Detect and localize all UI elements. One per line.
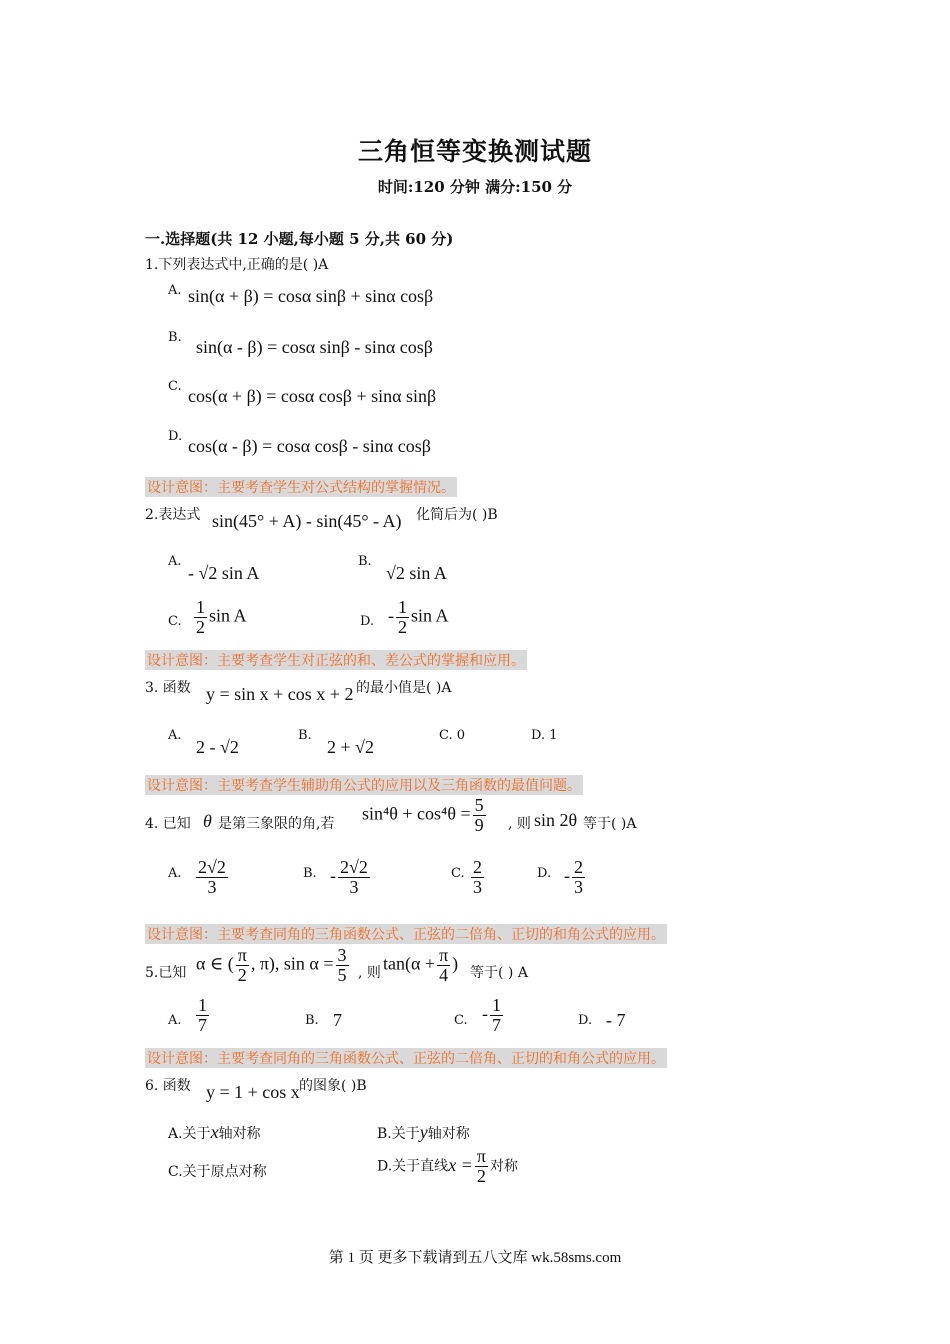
question-3-expression: y = sin x + cos x + 2 [206, 684, 354, 704]
fraction: $\frac{3}{5}$ [337, 945, 347, 985]
option-label: A. [168, 283, 182, 298]
question-6-prefix: 6. 函数 [145, 1078, 191, 1094]
option-label: D. [537, 866, 552, 881]
question-1-option-a: sin(α + β) = cosα sinβ + sinα cosβ [188, 286, 434, 306]
question-5-option-a [194, 996, 211, 1035]
fraction: $\frac{2√2}{3}$ [340, 857, 368, 897]
fraction: $\frac{5}{9}$ [474, 795, 484, 835]
section-heading: 一.选择题(共 12 小题,每小题 5 分,共 60 分) [145, 230, 454, 248]
question-4-target: sin 2θ [534, 810, 578, 830]
fraction: $\frac{2}{3}$ [574, 857, 583, 897]
question-3-option-d: D. 1 [531, 728, 558, 743]
option-label: C. [168, 614, 182, 629]
question-3-option-a: 2 - √2 [196, 737, 239, 757]
question-1-option-c: cos(α + β) = cosα cosβ + sinα sinβ [188, 386, 437, 406]
question-4-option-c [469, 858, 486, 897]
fraction: $\frac{\pi}{2}$ [476, 1146, 486, 1186]
question-5-prefix: 5.已知 [145, 965, 187, 981]
fraction: $\frac{1}{2}$ [398, 597, 407, 637]
question-1-option-b: sin(α - β) = cosα sinβ - sinα cosβ [196, 337, 433, 357]
question-4-option-b: - $\frac{2√2}{3}$ [330, 857, 368, 897]
option-label: A. [168, 1013, 182, 1028]
fraction: $\frac{2√2}{3}$ [198, 857, 226, 897]
fraction: $\frac{\pi}{4}$ [439, 945, 449, 985]
question-2-prefix: 2.表达式 [145, 507, 201, 523]
design-intent-4: 设计意图：主要考查同角的三角函数公式、正弦的二倍角、正切的和角公式的应用。 [145, 924, 667, 944]
question-5-option-c: - $\frac{1}{7}$ [482, 995, 501, 1035]
question-5-option-b: 7 [333, 1010, 342, 1030]
question-5-text: , 则 [358, 965, 381, 981]
design-intent-3: 设计意图：主要考查学生辅助角公式的应用以及三角函数的最值问题。 [145, 775, 583, 795]
question-2-suffix: 化简后为( )B [416, 507, 498, 523]
question-4-condition: sin⁴θ + cos⁴θ = $\frac{5}{9}$ [362, 795, 484, 835]
design-intent-2: 设计意图：主要考查学生对正弦的和、差公式的掌握和应用。 [145, 650, 527, 670]
question-1-stem: 1.下列表达式中,正确的是( )A [145, 257, 329, 273]
question-2-expression: sin(45° + A) - sin(45° - A) [212, 511, 402, 531]
question-4-text: 是第三象限的角,若 [218, 816, 335, 832]
question-4-suffix: 等于( )A [583, 816, 637, 832]
question-3-suffix: 的最小值是( )A [356, 680, 452, 696]
question-2-option-c: $\frac{1}{2}$ sin A [196, 597, 247, 637]
exam-info: 时间:120 分钟 满分:150 分 [377, 178, 573, 196]
question-5-condition: α ∈ ( $\frac{\pi}{2}$ , π), sin α = $\frac{3}{5}$ [196, 945, 347, 985]
fraction: $\frac{\pi}{2}$ [237, 945, 247, 985]
fraction: $\frac{1}{2}$ [196, 597, 205, 637]
option-label: B. [168, 330, 182, 345]
question-6-option-a: A.关于x轴对称 [168, 1122, 261, 1142]
option-label: A. [168, 554, 182, 569]
question-3-option-c: C. 0 [439, 728, 466, 743]
question-2-option-d: - $\frac{1}{2}$ sin A [388, 597, 449, 637]
page-footer: 第 1 页 更多下载请到五八文库 wk.58sms.com [328, 1250, 622, 1266]
question-6-option-c: C.关于原点对称 [168, 1164, 267, 1180]
question-6-suffix: 的图象( )B [299, 1078, 367, 1094]
question-2-option-a: - √2 sin A [188, 563, 260, 583]
option-label: C. [168, 379, 182, 394]
option-label: B. [305, 1013, 319, 1028]
question-6-option-d: D.关于直线x = $\frac{\pi}{2}$ 对称 [377, 1146, 518, 1186]
option-label: A. [168, 728, 182, 743]
question-4-option-a [194, 858, 230, 897]
question-4-text-2: , 则 [508, 816, 531, 832]
option-label: A. [168, 866, 182, 881]
question-5-option-d: - 7 [606, 1010, 626, 1030]
option-label: C. [454, 1013, 468, 1028]
option-label: B. [358, 554, 372, 569]
page-title: 三角恒等变换测试题 [357, 137, 592, 166]
fraction: $\frac{2}{3}$ [473, 857, 482, 897]
question-4-option-d: - $\frac{2}{3}$ [564, 857, 583, 897]
design-intent-5: 设计意图：主要考查同角的三角函数公式、正弦的二倍角、正切的和角公式的应用。 [145, 1048, 667, 1068]
option-label: C. [451, 866, 465, 881]
option-label: D. [360, 614, 375, 629]
question-5-target: tan(α + $\frac{\pi}{4}$ ) [383, 945, 459, 985]
question-1-option-d: cos(α - β) = cosα cosβ - sinα cosβ [188, 436, 431, 456]
question-3-prefix: 3. 函数 [145, 680, 191, 696]
question-3-option-b: 2 + √2 [327, 737, 375, 757]
option-label: D. [168, 429, 183, 444]
question-2-option-b: √2 sin A [386, 563, 447, 583]
option-label: B. [303, 866, 317, 881]
fraction: $\frac{1}{7}$ [492, 995, 501, 1035]
fraction: $\frac{1}{7}$ [198, 995, 207, 1035]
theta-symbol: θ [203, 811, 212, 831]
question-5-suffix: 等于( ) A [470, 965, 528, 981]
question-6-option-b: B.关于y轴对称 [377, 1122, 470, 1142]
option-label: D. [578, 1013, 593, 1028]
design-intent-1: 设计意图：主要考查学生对公式结构的掌握情况。 [145, 477, 457, 497]
question-4-prefix: 4. 已知 [145, 816, 191, 832]
option-label: B. [298, 728, 312, 743]
question-6-expression: y = 1 + cos x [206, 1082, 300, 1102]
